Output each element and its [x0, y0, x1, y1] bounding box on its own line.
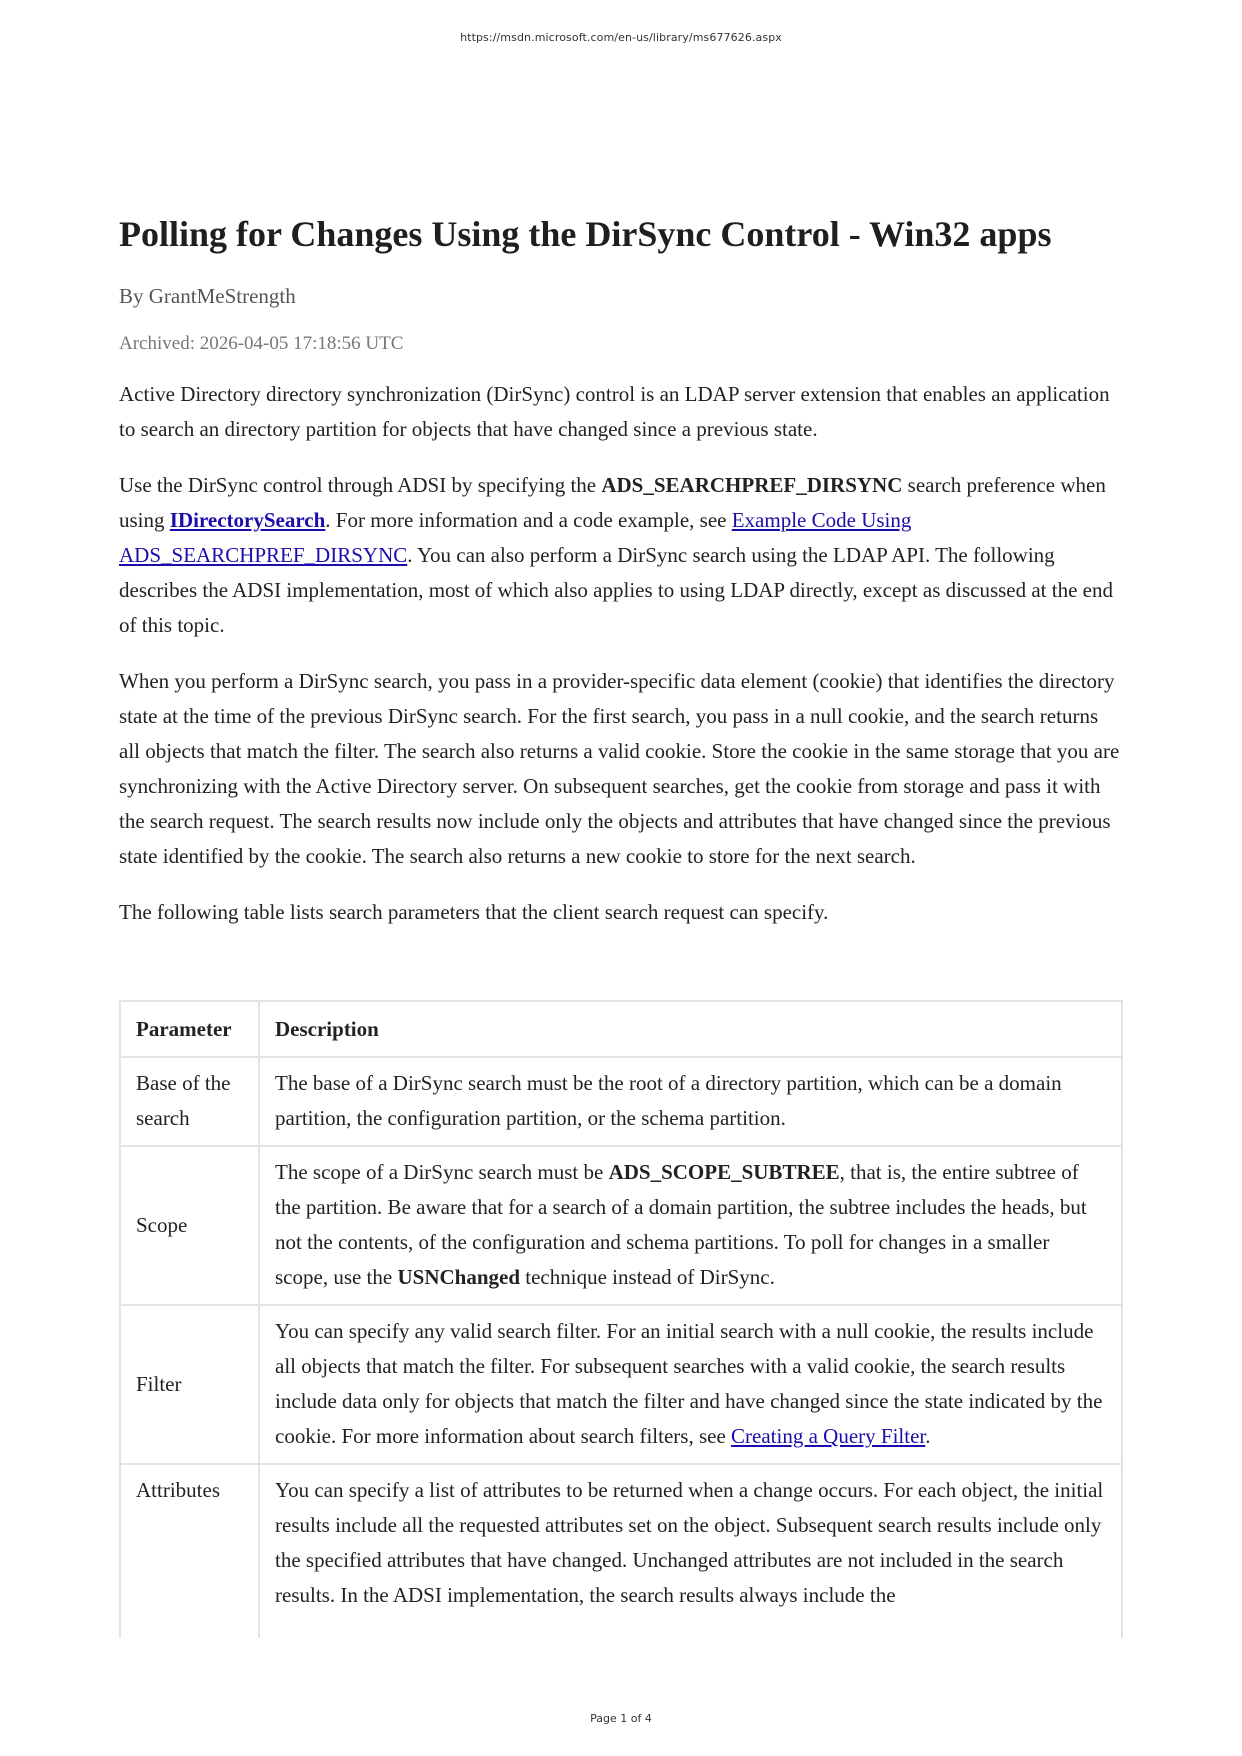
- adsi-paragraph: [119, 468, 1122, 643]
- table-header-row: [120, 1001, 1122, 1057]
- table-row: [120, 1305, 1122, 1464]
- column-header-parameter: Parameter: [120, 1001, 259, 1057]
- description-cell: [259, 1146, 1122, 1305]
- example-code-link[interactable]: Example Code Using ADS_SEARCHPREF_DIRSYNC: [119, 508, 912, 567]
- idirectorysearch-link[interactable]: IDirectorySearch: [169, 508, 326, 532]
- table-intro-paragraph: The following table lists search parameters that the client search request can specify.: [119, 900, 829, 924]
- table-row: [120, 1464, 1122, 1638]
- text: , that is, the entire subtree of the partition. Be aware that for a search of a domain partition, the subtree includes the heads, but not the contents, of the configuration and schema partitions. To poll for changes in a smaller scope, use the: [275, 1160, 1087, 1289]
- text: Use the DirSync control through ADSI by specifying the: [119, 473, 602, 497]
- text: .: [925, 1424, 931, 1448]
- description-cell: The base of a DirSync search must be the root of a directory partition, which can be a domain partition, the configuration partition, or the schema partition.: [259, 1057, 1122, 1146]
- usnchanged-term: USNChanged: [397, 1265, 521, 1289]
- page-title: Polling for Changes Using the DirSync Control - Win32 apps: [119, 214, 1052, 254]
- page-number: Page 1 of 4: [590, 1712, 652, 1725]
- param-cell: Attributes: [120, 1464, 259, 1638]
- text: search preference when using: [119, 473, 1106, 532]
- text: . For more information and a code example, see: [325, 508, 732, 532]
- ads-scope-subtree-term: ADS_SCOPE_SUBTREE: [608, 1160, 840, 1184]
- page-url-header: https://msdn.microsoft.com/en-us/library/ms677626.aspx: [460, 31, 782, 44]
- parameters-table-container: [119, 1000, 1123, 1638]
- text: You can specify any valid search filter. For an initial search with a null cookie, the results include all objects that match the filter. For subsequent searches with a valid cookie, the search results include data only for objects that match the filter and have changed since the state indicated by the cookie. For more information about search filters, see: [275, 1319, 1103, 1448]
- param-cell: Base of the search: [120, 1057, 259, 1146]
- column-header-description: Description: [259, 1001, 1122, 1057]
- table-row: [120, 1146, 1122, 1305]
- param-cell: Scope: [120, 1146, 259, 1305]
- article: [119, 208, 1122, 930]
- intro-paragraph: Active Directory directory synchronization (DirSync) control is an LDAP server extension that enables an application to search an directory partition for objects that have changed since a previous state.: [119, 382, 1110, 441]
- param-cell: Filter: [120, 1305, 259, 1464]
- parameters-table: [119, 1000, 1123, 1638]
- text: . You can also perform a DirSync search using the LDAP API. The following describes the ADSI implementation, most of which also applies to using LDAP directly, except as discussed at the end of this topic.: [119, 543, 1113, 637]
- description-cell: [259, 1305, 1122, 1464]
- cookie-paragraph: When you perform a DirSync search, you pass in a provider-specific data element (cookie) that identifies the directory state at the time of the previous DirSync search. For the first search, you pass in a null cookie, and the search returns all objects that match the filter. The search also returns a valid cookie. Store the cookie in the same storage that you are synchronizing with the Active Directory server. On subsequent searches, get the cookie from storage and pass it with the search request. The search results now include only the objects and attributes that have changed since the previous state identified by the cookie. The search also returns a new cookie to store for the next search.: [119, 669, 1120, 868]
- archived-timestamp: Archived: 2026-04-05 17:18:56 UTC: [119, 333, 404, 354]
- text: technique instead of DirSync.: [520, 1265, 775, 1289]
- text: The scope of a DirSync search must be: [275, 1160, 609, 1184]
- creating-query-filter-link[interactable]: Creating a Query Filter: [731, 1424, 926, 1448]
- ads-searchpref-dirsync-term: ADS_SEARCHPREF_DIRSYNC: [601, 473, 903, 497]
- table-row: [120, 1057, 1122, 1146]
- author-byline: By GrantMeStrength: [119, 284, 296, 308]
- description-cell: You can specify a list of attributes to be returned when a change occurs. For each object, the initial results include all the requested attributes set on the object. Subsequent search results include only the specified attributes that have changed. Unchanged attributes are not included in the search results. In the ADSI implementation, the search results always include the: [259, 1464, 1122, 1638]
